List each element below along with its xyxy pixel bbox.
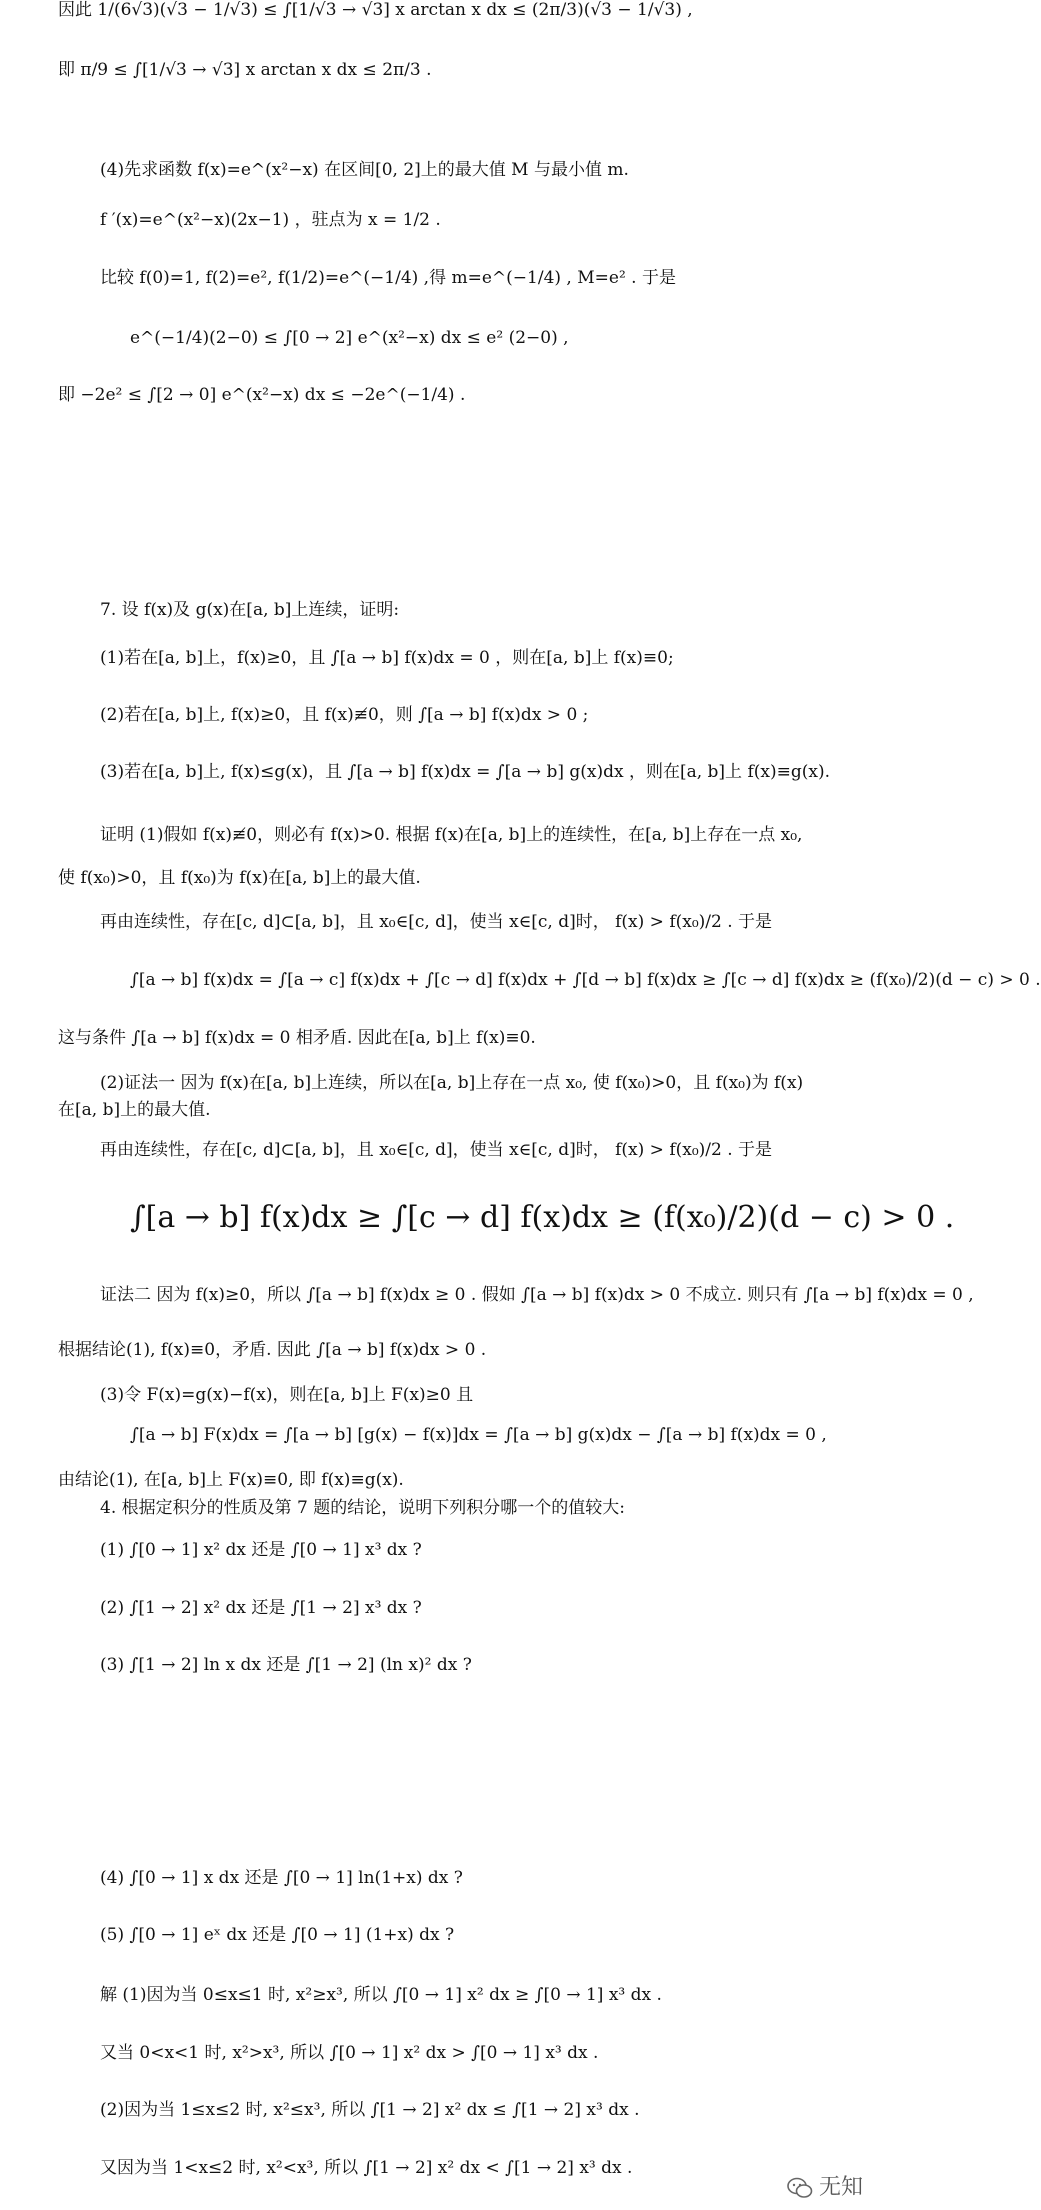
text-line: (2)证法一 因为 f(x)在[a, b]上连续，所以在[a, b]上存在一点 x₀, 使 f(x₀)>0，且 f(x₀)为 f(x)	[100, 1073, 804, 1093]
text-line: 根据结论(1), f(x)≡0，矛盾. 因此 ∫[a → b] f(x)dx > 0 .	[58, 1340, 487, 1360]
text-line: 7. 设 f(x)及 g(x)在[a, b]上连续，证明:	[100, 600, 400, 620]
text-line: 这与条件 ∫[a → b] f(x)dx = 0 相矛盾. 因此在[a, b]上 f(x)≡0.	[58, 1028, 536, 1048]
text-line: ∫[a → b] F(x)dx = ∫[a → b] [g(x) − f(x)]dx = ∫[a → b] g(x)dx − ∫[a → b] f(x)dx = 0 ,	[130, 1425, 827, 1445]
text-line: 再由连续性，存在[c, d]⊂[a, b]，且 x₀∈[c, d]，使当 x∈[c, d]时， f(x) > f(x₀)/2 . 于是	[100, 912, 773, 932]
text-line: 证明 (1)假如 f(x)≢0，则必有 f(x)>0. 根据 f(x)在[a, b]上的连续性，在[a, b]上存在一点 x₀,	[100, 825, 803, 845]
text-line: (2)因为当 1≤x≤2 时, x²≤x³, 所以 ∫[1 → 2] x² dx ≤ ∫[1 → 2] x³ dx .	[100, 2100, 640, 2120]
text-line: 使 f(x₀)>0，且 f(x₀)为 f(x)在[a, b]上的最大值.	[58, 868, 421, 888]
text-line: f ′(x)=e^(x²−x)(2x−1) ，驻点为 x = 1/2 .	[100, 210, 441, 230]
text-line: (4) ∫[0 → 1] x dx 还是 ∫[0 → 1] ln(1+x) dx ?	[100, 1868, 463, 1888]
text-line: (3) ∫[1 → 2] ln x dx 还是 ∫[1 → 2] (ln x)² dx ?	[100, 1655, 472, 1675]
watermark	[787, 2170, 863, 2201]
text-line: 4. 根据定积分的性质及第 7 题的结论，说明下列积分哪一个的值较大:	[100, 1498, 625, 1518]
text-line: ∫[a → b] f(x)dx ≥ ∫[c → d] f(x)dx ≥ (f(x₀)/2)(d − c) > 0 .	[130, 1200, 955, 1235]
text-line: 即 π/9 ≤ ∫[1/√3 → √3] x arctan x dx ≤ 2π/3 .	[58, 60, 432, 80]
text-line: (3)若在[a, b]上, f(x)≤g(x)，且 ∫[a → b] f(x)dx = ∫[a → b] g(x)dx ，则在[a, b]上 f(x)≡g(x).	[100, 762, 830, 782]
text-line: (5) ∫[0 → 1] eˣ dx 还是 ∫[0 → 1] (1+x) dx ?	[100, 1925, 455, 1945]
text-line: 即 −2e² ≤ ∫[2 → 0] e^(x²−x) dx ≤ −2e^(−1/4) .	[58, 385, 466, 405]
text-line: (3)令 F(x)=g(x)−f(x)，则在[a, b]上 F(x)≥0 且	[100, 1385, 474, 1405]
text-line: 解 (1)因为当 0≤x≤1 时, x²≥x³, 所以 ∫[0 → 1] x² dx ≥ ∫[0 → 1] x³ dx .	[100, 1985, 662, 2005]
text-line: 证法二 因为 f(x)≥0，所以 ∫[a → b] f(x)dx ≥ 0 . 假如 ∫[a → b] f(x)dx > 0 不成立. 则只有 ∫[a → b] f(x)dx = 0 ,	[100, 1285, 974, 1305]
text-line: (2) ∫[1 → 2] x² dx 还是 ∫[1 → 2] x³ dx ?	[100, 1598, 422, 1618]
text-line: 比较 f(0)=1, f(2)=e², f(1/2)=e^(−1/4) ,得 m=e^(−1/4) , M=e² . 于是	[100, 268, 676, 288]
text-line: 再由连续性，存在[c, d]⊂[a, b]，且 x₀∈[c, d]，使当 x∈[c, d]时， f(x) > f(x₀)/2 . 于是	[100, 1140, 773, 1160]
text-line: 由结论(1), 在[a, b]上 F(x)≡0, 即 f(x)≡g(x).	[58, 1470, 404, 1490]
text-line: 又因为当 1<x≤2 时, x²<x³, 所以 ∫[1 → 2] x² dx < ∫[1 → 2] x³ dx .	[100, 2158, 633, 2178]
text-line: 又当 0<x<1 时, x²>x³, 所以 ∫[0 → 1] x² dx > ∫[0 → 1] x³ dx .	[100, 2043, 599, 2063]
text-line: 因此 1/(6√3)(√3 − 1/√3) ≤ ∫[1/√3 → √3] x arctan x dx ≤ (2π/3)(√3 − 1/√3) ,	[58, 0, 693, 20]
text-line: (1) ∫[0 → 1] x² dx 还是 ∫[0 → 1] x³ dx ?	[100, 1540, 422, 1560]
text-line: ∫[a → b] f(x)dx = ∫[a → c] f(x)dx + ∫[c → d] f(x)dx + ∫[d → b] f(x)dx ≥ ∫[c → d] f(x)dx ≥ (f(x₀)/2)(d − c) > 0 .	[130, 970, 1041, 990]
wechat-icon	[787, 2177, 813, 2199]
text-line: (4)先求函数 f(x)=e^(x²−x) 在区间[0, 2]上的最大值 M 与最小值 m.	[100, 160, 629, 180]
text-line: 在[a, b]上的最大值.	[58, 1100, 211, 1120]
watermark-text: 无知	[818, 2174, 863, 2199]
text-line: (1)若在[a, b]上，f(x)≥0，且 ∫[a → b] f(x)dx = 0 ，则在[a, b]上 f(x)≡0;	[100, 648, 674, 668]
text-line: e^(−1/4)(2−0) ≤ ∫[0 → 2] e^(x²−x) dx ≤ e² (2−0) ,	[130, 328, 569, 348]
text-line: (2)若在[a, b]上, f(x)≥0，且 f(x)≢0，则 ∫[a → b] f(x)dx > 0 ;	[100, 705, 589, 725]
